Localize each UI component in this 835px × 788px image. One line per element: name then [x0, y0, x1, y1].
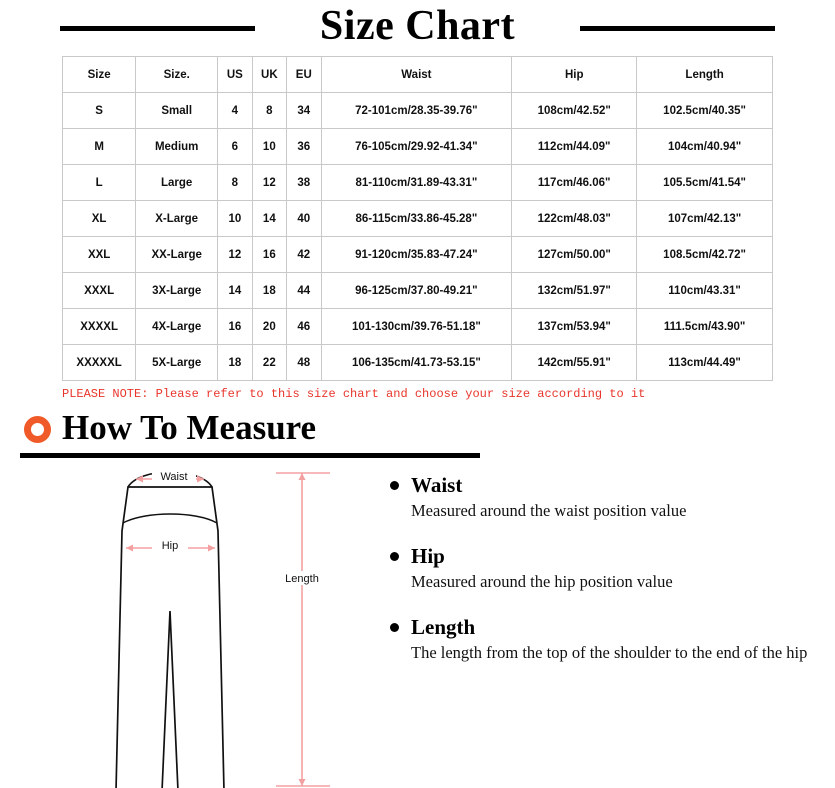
waist-arrow-left — [136, 476, 143, 483]
hip-label: Hip — [161, 540, 179, 552]
table-row — [63, 237, 773, 273]
header-rule-left — [60, 26, 255, 31]
cell-us: 18 — [218, 345, 252, 381]
cell-eu: 38 — [287, 165, 321, 201]
cell-eu: 40 — [287, 201, 321, 237]
column-header-size-name: Size. — [136, 57, 218, 93]
hip-arrow-left — [126, 545, 133, 552]
measure-definitions — [390, 473, 810, 686]
bullet-dot-icon — [390, 481, 399, 490]
header-rule-right — [580, 26, 775, 31]
table-header-row — [63, 57, 773, 93]
cell-us: 4 — [218, 93, 252, 129]
cell-uk: 10 — [252, 129, 286, 165]
waist-arrow-right — [197, 476, 204, 483]
cell-size-name: 5X-Large — [136, 345, 218, 381]
cell-waist: 96-125cm/37.80-49.21" — [321, 273, 512, 309]
cell-waist: 86-115cm/33.86-45.28" — [321, 201, 512, 237]
column-header-size: Size — [63, 57, 136, 93]
table-row — [63, 93, 773, 129]
column-header-uk: UK — [252, 57, 286, 93]
cell-us: 14 — [218, 273, 252, 309]
cell-length: 107cm/42.13" — [637, 201, 773, 237]
pants-diagram — [40, 461, 380, 788]
cell-size: XXXXXL — [63, 345, 136, 381]
table-row — [63, 345, 773, 381]
cell-hip: 127cm/50.00" — [512, 237, 637, 273]
cell-waist: 101-130cm/39.76-51.18" — [321, 309, 512, 345]
size-table-wrap — [62, 56, 773, 381]
cell-eu: 42 — [287, 237, 321, 273]
cell-uk: 20 — [252, 309, 286, 345]
cell-size: XXXL — [63, 273, 136, 309]
cell-eu: 34 — [287, 93, 321, 129]
pants-diagram-svg — [40, 461, 380, 788]
definition-waist-title: Waist — [411, 473, 463, 497]
how-to-measure-header — [0, 409, 835, 461]
cell-size-name: Large — [136, 165, 218, 201]
definition-waist-head — [390, 473, 810, 498]
cell-waist: 76-105cm/29.92-41.34" — [321, 129, 512, 165]
cell-eu: 44 — [287, 273, 321, 309]
cell-waist: 91-120cm/35.83-47.24" — [321, 237, 512, 273]
column-header-us: US — [218, 57, 252, 93]
cell-hip: 112cm/44.09" — [512, 129, 637, 165]
cell-size-name: 3X-Large — [136, 273, 218, 309]
bullet-dot-icon — [390, 623, 399, 632]
measure-body — [0, 461, 835, 788]
cell-size-name: X-Large — [136, 201, 218, 237]
cell-size: L — [63, 165, 136, 201]
cell-hip: 132cm/51.97" — [512, 273, 637, 309]
table-row — [63, 309, 773, 345]
table-row — [63, 165, 773, 201]
cell-uk: 12 — [252, 165, 286, 201]
how-to-measure-title: How To Measure — [62, 408, 317, 447]
column-header-waist: Waist — [321, 57, 512, 93]
table-row — [63, 201, 773, 237]
cell-uk: 16 — [252, 237, 286, 273]
waistband-line — [123, 514, 217, 523]
definition-length — [390, 615, 810, 664]
definition-hip-title: Hip — [411, 544, 445, 568]
length-label: Length — [285, 573, 319, 585]
table-row — [63, 129, 773, 165]
cell-size-name: Medium — [136, 129, 218, 165]
column-header-eu: EU — [287, 57, 321, 93]
cell-hip: 108cm/42.52" — [512, 93, 637, 129]
cell-us: 16 — [218, 309, 252, 345]
waist-label: Waist — [160, 471, 188, 483]
definition-length-head — [390, 615, 810, 640]
cell-hip: 122cm/48.03" — [512, 201, 637, 237]
size-table — [62, 56, 773, 381]
cell-uk: 22 — [252, 345, 286, 381]
cell-length: 108.5cm/42.72" — [637, 237, 773, 273]
cell-size-name: XX-Large — [136, 237, 218, 273]
cell-size: XXXXL — [63, 309, 136, 345]
column-header-hip: Hip — [512, 57, 637, 93]
cell-size-name: 4X-Large — [136, 309, 218, 345]
size-note: PLEASE NOTE: Please refer to this size chart and choose your size according to it — [62, 387, 646, 401]
cell-us: 12 — [218, 237, 252, 273]
cell-uk: 14 — [252, 201, 286, 237]
cell-hip: 142cm/55.91" — [512, 345, 637, 381]
cell-eu: 48 — [287, 345, 321, 381]
definition-hip-desc: Measured around the hip position value — [411, 572, 673, 591]
cell-length: 104cm/40.94" — [637, 129, 773, 165]
cell-us: 10 — [218, 201, 252, 237]
column-header-length: Length — [637, 57, 773, 93]
cell-waist: 81-110cm/31.89-43.31" — [321, 165, 512, 201]
cell-us: 8 — [218, 165, 252, 201]
how-to-measure-rule — [20, 453, 480, 458]
definition-length-desc: The length from the top of the shoulder to the end of the hip — [411, 643, 808, 662]
cell-length: 102.5cm/40.35" — [637, 93, 773, 129]
definition-hip-head — [390, 544, 810, 569]
bullet-dot-icon — [390, 552, 399, 561]
cell-hip: 137cm/53.94" — [512, 309, 637, 345]
cell-length: 105.5cm/41.54" — [637, 165, 773, 201]
cell-size: S — [63, 93, 136, 129]
cell-length: 111.5cm/43.90" — [637, 309, 773, 345]
cell-hip: 117cm/46.06" — [512, 165, 637, 201]
cell-eu: 46 — [287, 309, 321, 345]
cell-uk: 18 — [252, 273, 286, 309]
cell-length: 110cm/43.31" — [637, 273, 773, 309]
cell-length: 113cm/44.49" — [637, 345, 773, 381]
page-title: Size Chart — [304, 3, 531, 49]
cell-size: M — [63, 129, 136, 165]
definition-hip — [390, 544, 810, 593]
hip-arrow-right — [208, 545, 215, 552]
cell-size: XXL — [63, 237, 136, 273]
cell-uk: 8 — [252, 93, 286, 129]
definition-length-title: Length — [411, 615, 476, 639]
length-arrow-top — [299, 473, 306, 480]
cell-waist: 106-135cm/41.73-53.15" — [321, 345, 512, 381]
table-row — [63, 273, 773, 309]
size-chart-header — [0, 0, 835, 52]
cell-us: 6 — [218, 129, 252, 165]
cell-size-name: Small — [136, 93, 218, 129]
cell-size: XL — [63, 201, 136, 237]
definition-waist-desc: Measured around the waist position value — [411, 501, 687, 520]
definition-waist — [390, 473, 810, 522]
length-arrow-bottom — [299, 779, 306, 786]
cell-waist: 72-101cm/28.35-39.76" — [321, 93, 512, 129]
pants-outline — [116, 487, 224, 788]
cell-eu: 36 — [287, 129, 321, 165]
circle-bullet-icon — [24, 416, 51, 443]
